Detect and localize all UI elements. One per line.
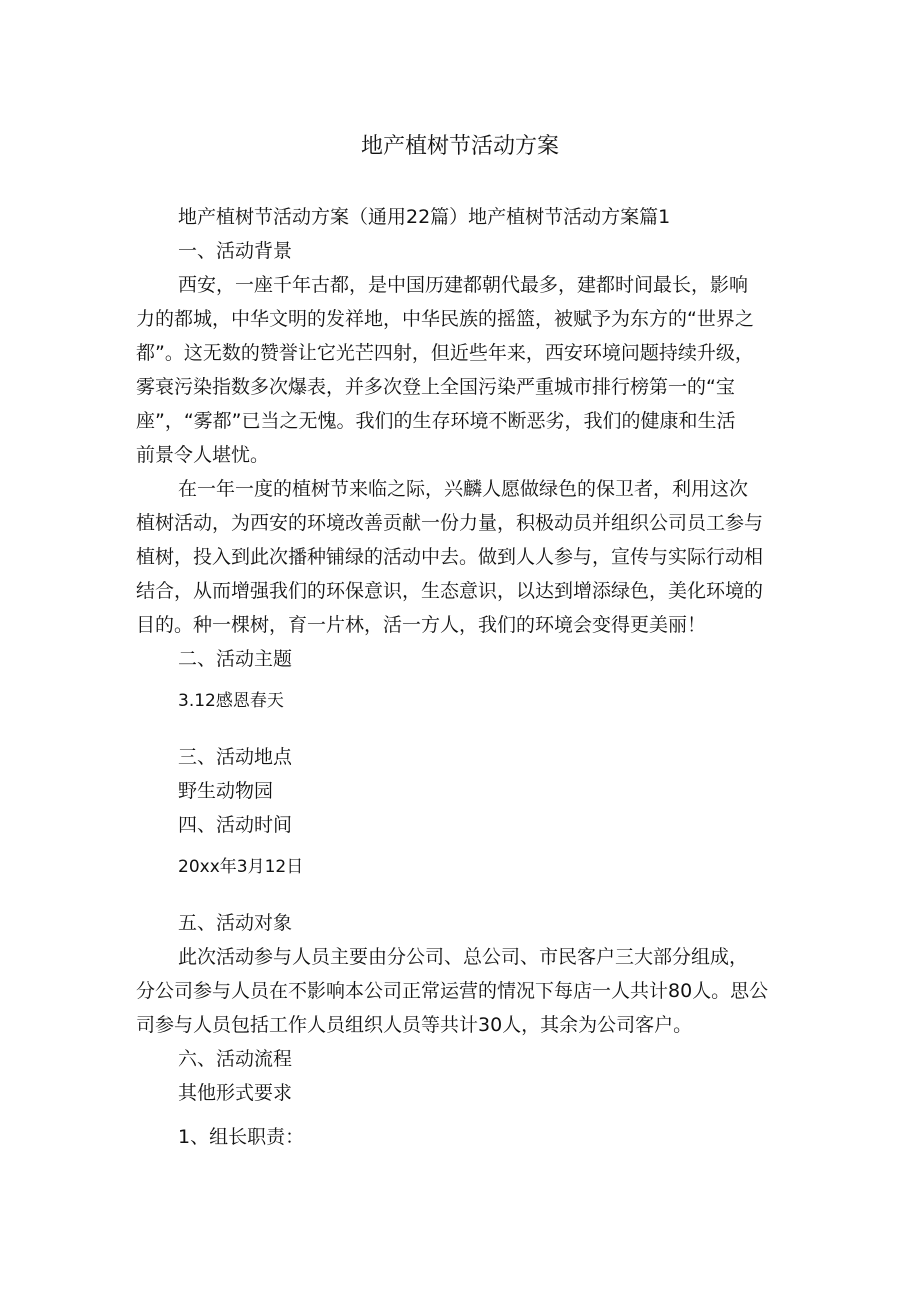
background-paragraph-line: 力的都城，中华文明的发祥地，中华民族的摇篮，被赋予为东方的“世界之	[136, 308, 754, 330]
document-title: 地产植树节活动方案	[360, 134, 559, 159]
section-5-heading: 五、活动对象	[178, 912, 293, 934]
purpose-paragraph-line: 植树活动，为西安的环境改善贡献一份力量，积极动员并组织公司员工参与	[136, 512, 764, 534]
section-3-heading: 三、活动地点	[178, 746, 293, 768]
format-requirements-label: 其他形式要求	[178, 1082, 293, 1104]
purpose-paragraph-line: 在一年一度的植树节来临之际，兴麟人愿做绿色的保卫者，利用这次	[178, 478, 749, 500]
purpose-paragraph-line: 植树，投入到此次播种铺绿的活动中去。做到人人参与，宣传与实际行动相	[136, 546, 764, 568]
section-4-heading: 四、活动时间	[178, 814, 293, 836]
purpose-paragraph-line: 结合，从而增强我们的环保意识，生态意识，以达到增添绿色，美化环境的	[136, 580, 764, 602]
section-2-heading: 二、活动主题	[178, 648, 293, 670]
section-1-heading: 一、活动背景	[178, 240, 293, 262]
section-6-heading: 六、活动流程	[178, 1048, 293, 1070]
purpose-paragraph-line: 目的。种一棵树，育一片林，活一方人，我们的环境会变得更美丽！	[136, 614, 707, 636]
intro-line: 地产植树节活动方案（通用22篇）地产植树节活动方案篇1	[178, 206, 671, 228]
background-paragraph-line: 西安，一座千年古都，是中国历建都朝代最多，建都时间最长，影响	[178, 274, 749, 296]
date-value: 20xx年3月12日	[178, 857, 304, 877]
background-paragraph-line: 都”。这无数的赞誉让它光芒四射，但近些年来，西安环境问题持续升级，	[136, 342, 754, 364]
background-paragraph-line: 雾衰污染指数多次爆表，并多次登上全国污染严重城市排行榜第一的“宝	[136, 376, 735, 398]
participants-paragraph-line: 此次活动参与人员主要由分公司、总公司、市民客户三大部分组成，	[178, 946, 749, 968]
location-value: 野生动物园	[178, 780, 274, 802]
participants-paragraph-line: 司参与人员包括工作人员组织人员等共计30人，其余为公司客户。	[136, 1014, 693, 1036]
participants-paragraph-line: 分公司参与人员在不影响本公司正常运营的情况下每店一人共计80人。思公	[136, 980, 769, 1002]
background-paragraph-line: 前景令人堪忧。	[136, 444, 270, 466]
leader-duties-item: 1、组长职责：	[178, 1126, 305, 1148]
theme-value: 3.12感恩春天	[178, 691, 284, 711]
background-paragraph-line: 座”，“雾都”已当之无愧。我们的生存环境不断恶劣，我们的健康和生活	[136, 410, 736, 432]
